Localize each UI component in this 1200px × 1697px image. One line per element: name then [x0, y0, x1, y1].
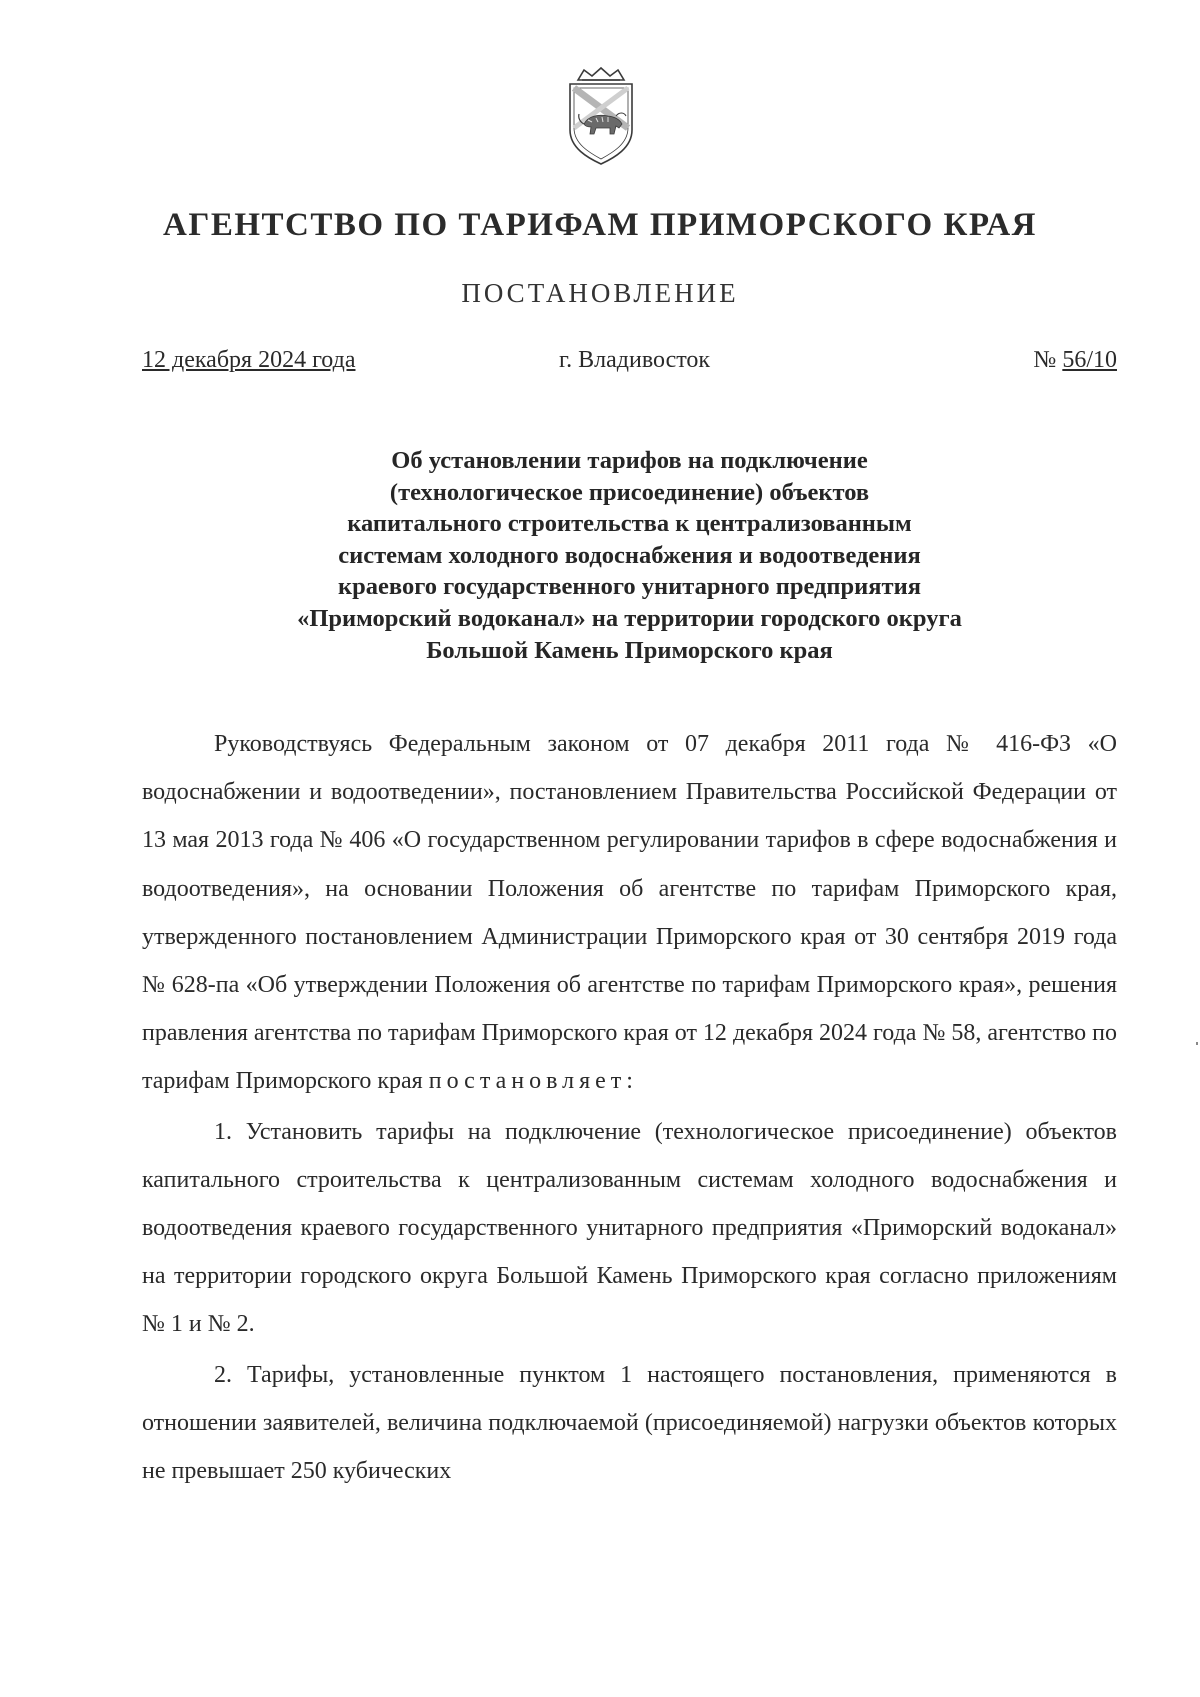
- number-value: 56/10: [1062, 347, 1117, 373]
- preamble-text: Руководствуясь Федеральным законом от 07 декабря 2011 года № 416-ФЗ «О водоснабжении и водоотведении», постановлением Правительства Российской Федерации от 13 мая 2013 года № 406 «О государственном регулировании тарифов в сфере водоснабжения и водоотведения», на основании Положения об агентстве по тарифам Приморского края, утвержденного постановлением Администрации Приморского края от 30 сентября 2019 года № 628-па «Об утверждении Положения об агентстве по тарифам Приморского края», решения правления агентства по тарифам Приморского края от 12 декабря 2024 года № 58, агентство по тарифам Приморского края: [142, 731, 1117, 1095]
- date-line: [142, 347, 1117, 383]
- agency-name: АГЕНТСТВО ПО ТАРИФАМ ПРИМОРСКОГО КРАЯ: [163, 207, 1037, 243]
- document-number: [1033, 347, 1117, 374]
- title-line: Об установлении тарифов на подключение: [391, 447, 868, 474]
- title-line: капитального строительства к централизованным: [347, 510, 912, 538]
- document-date: 12 декабря 2024 года: [142, 347, 356, 373]
- document-title: [142, 445, 1117, 666]
- resolves-word: постановляет:: [428, 1068, 638, 1095]
- title-line: «Приморский водоканал» на территории городского округа: [297, 604, 962, 632]
- coat-of-arms-icon: [564, 64, 638, 166]
- preamble-paragraph: [142, 720, 1117, 1106]
- title-line: (технологическое присоединение) объектов: [389, 478, 870, 506]
- title-line: системам холодного водоснабжения и водоотведения: [338, 541, 921, 569]
- item-2-paragraph: 2. Тарифы, установленные пунктом 1 настоящего постановления, применяются в отношении заявителей, величина подключаемой (присоединяемой) нагрузки объектов которых не превышает 250 кубических: [142, 1361, 1117, 1485]
- scan-speck: [1196, 1042, 1198, 1045]
- document-type: ПОСТАНОВЛЕНИЕ: [461, 278, 739, 308]
- title-line: Большой Камень Приморского края: [426, 636, 833, 664]
- item-1-paragraph: 1. Установить тарифы на подключение (технологическое присоединение) объектов капитального строительства к централизованным системам холодного водоснабжения и водоотведения краевого государственного унитарного предприятия «Приморский водоканал» на территории городского округа Большой Камень Приморского края согласно приложениям № 1 и № 2.: [142, 1118, 1117, 1338]
- document-body: [142, 720, 1117, 1495]
- document-city: г. Владивосток: [559, 347, 711, 373]
- number-sign: №: [1033, 347, 1063, 373]
- title-line: краевого государственного унитарного предприятия: [338, 573, 921, 601]
